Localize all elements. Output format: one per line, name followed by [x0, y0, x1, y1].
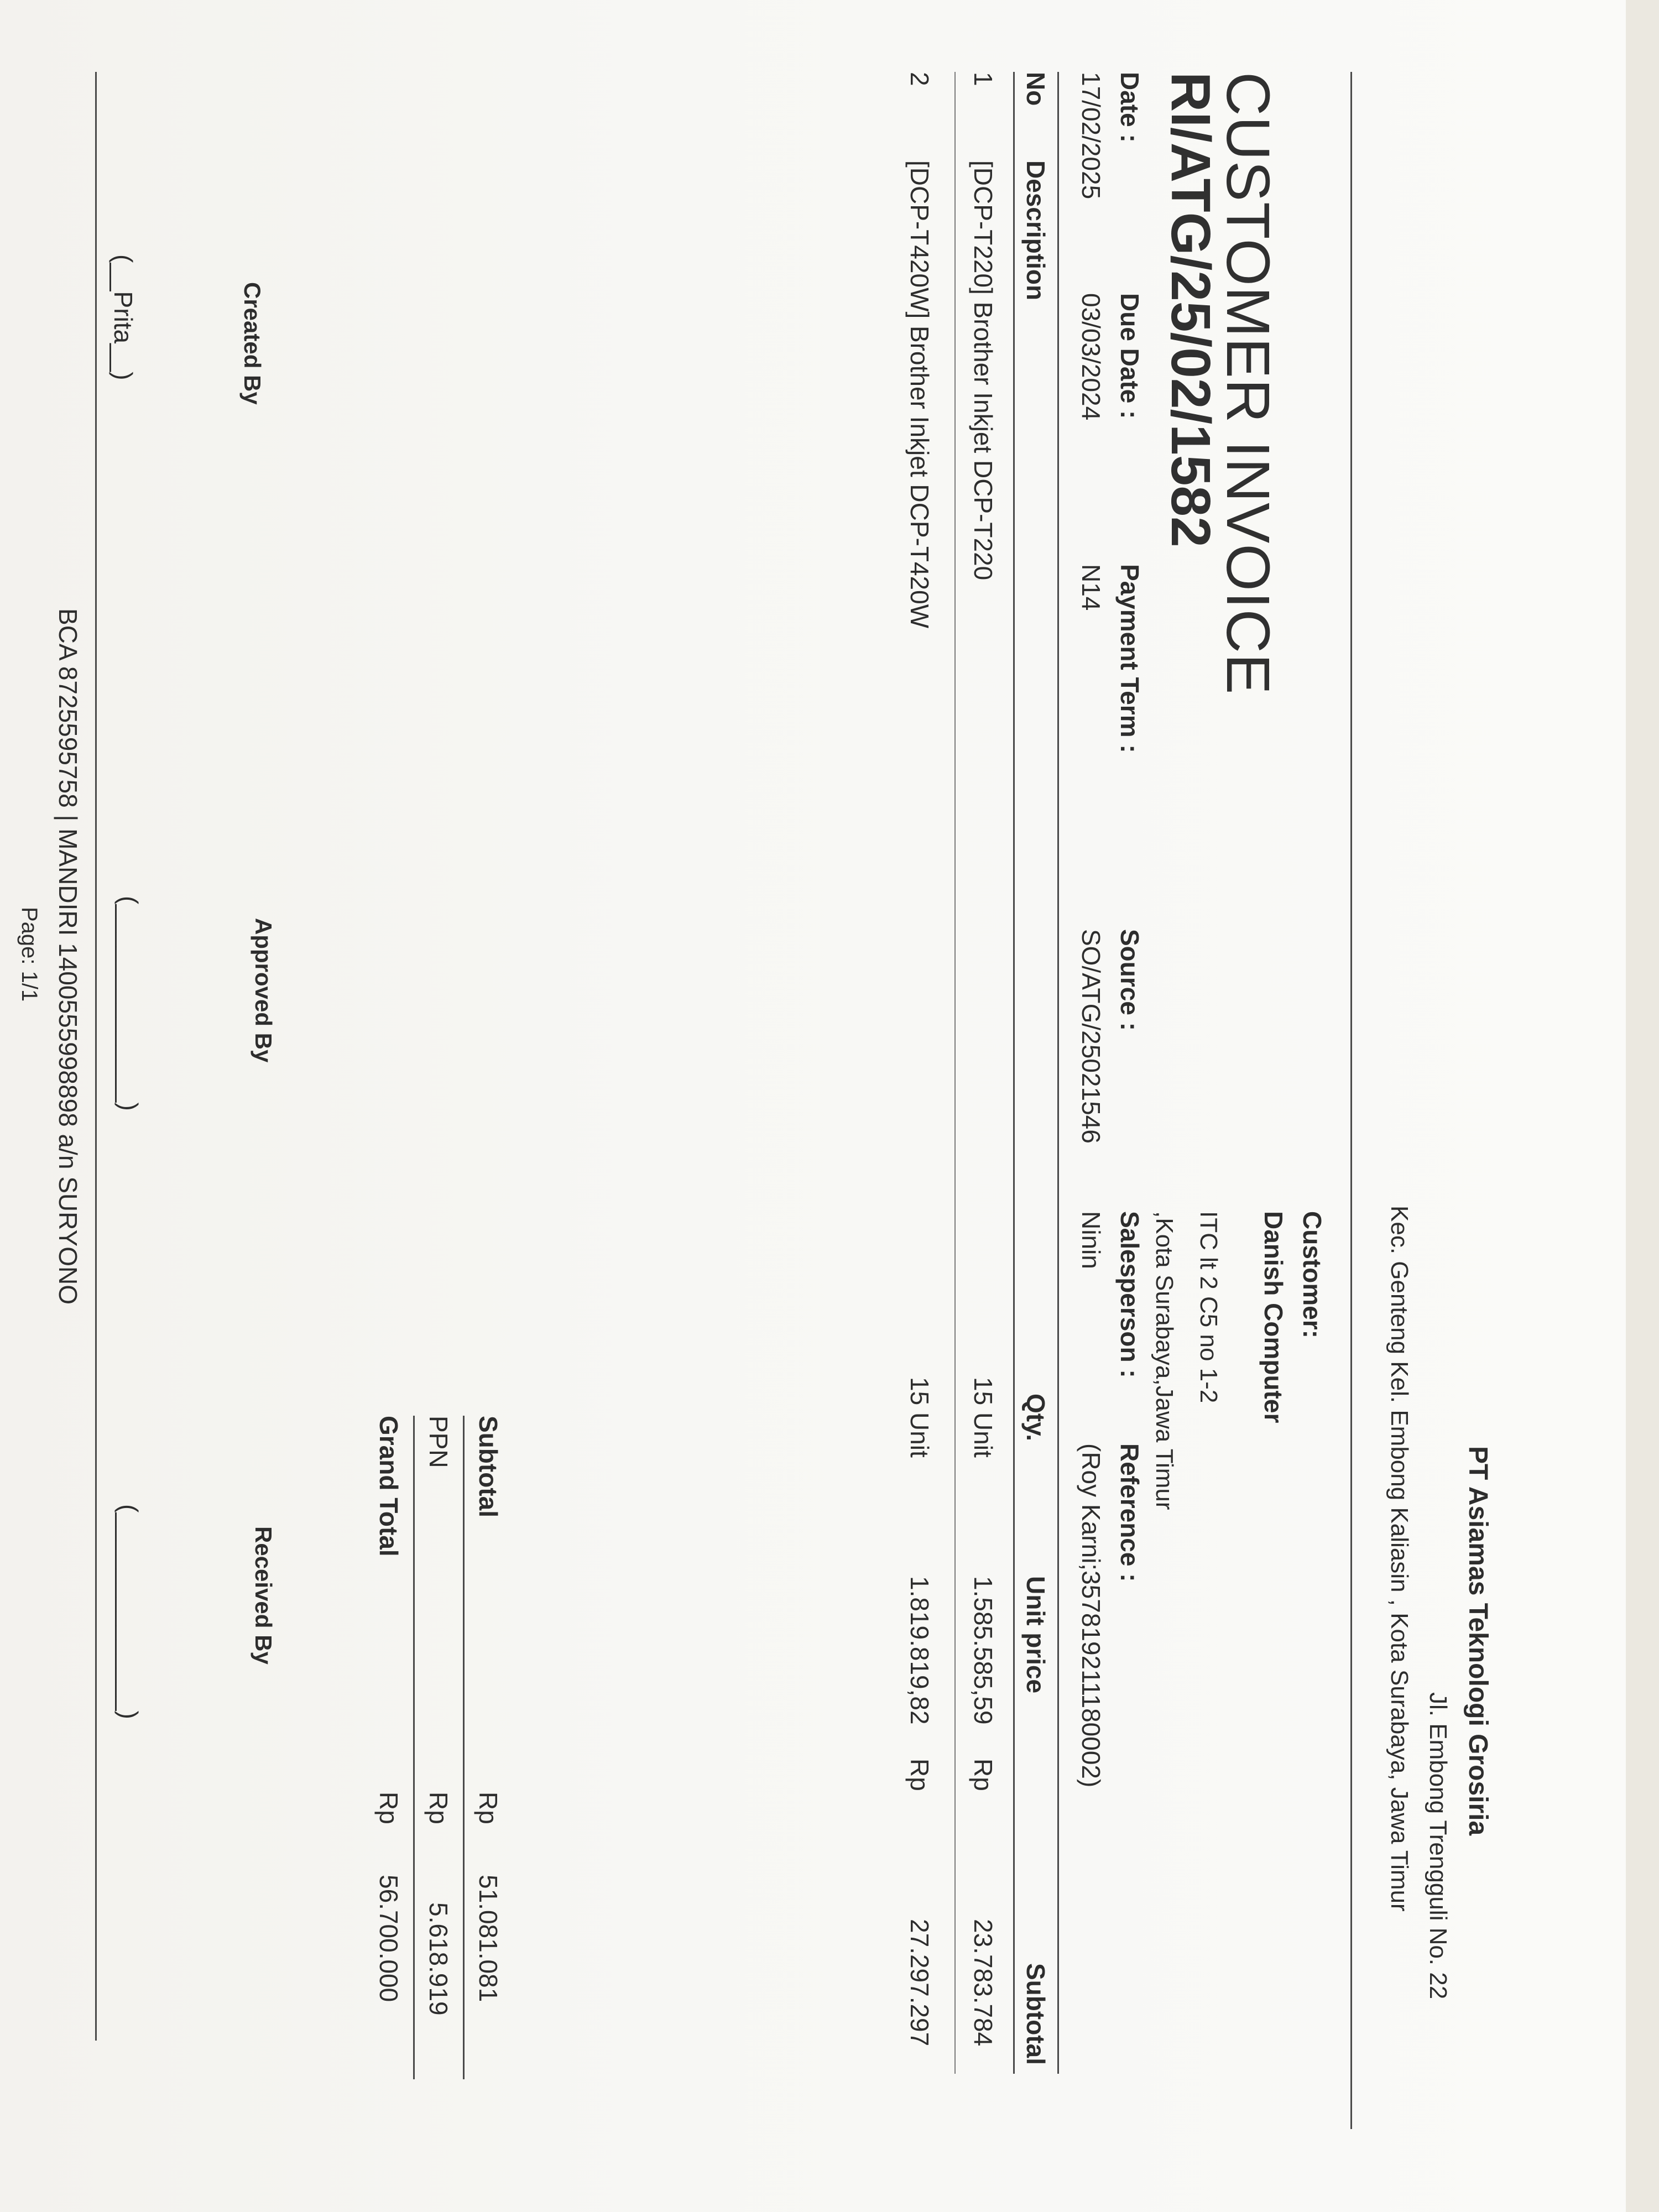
payment-term-value: N14 — [1077, 564, 1105, 611]
customer-name: Danish Computer — [1259, 1211, 1288, 1423]
ppn-rule — [413, 1416, 415, 2079]
invoice-title: CUSTOMER INVOICE — [1214, 72, 1282, 695]
row-divider — [954, 72, 956, 2074]
page-indicator: Page: 1/1 — [17, 907, 41, 1002]
footer-divider — [95, 72, 97, 2041]
row2-currency: Rp — [905, 1759, 934, 1791]
row1-no: 1 — [969, 72, 998, 86]
ppn-label: PPN — [424, 1416, 453, 1468]
row2-subtotal: 27.297.297 — [905, 1919, 934, 2047]
approved-by-label: Approved By — [251, 918, 276, 1063]
column-header-subtotal: Subtotal — [1021, 1963, 1050, 2065]
column-header-unit-price: Unit price — [1021, 1576, 1050, 1694]
row2-qty: 15 Unit — [905, 1377, 934, 1458]
customer-label: Customer: — [1298, 1211, 1327, 1339]
date-value: 17/02/2025 — [1077, 72, 1105, 200]
column-header-no: No — [1021, 72, 1050, 106]
salesperson-label: Salesperson : — [1115, 1211, 1144, 1378]
row2-unit-price: 1.819.819,82 — [905, 1576, 934, 1725]
subtotal-currency: Rp — [474, 1792, 503, 1824]
date-label: Date : — [1115, 72, 1144, 143]
source-label: Source : — [1115, 929, 1144, 1031]
grand-total-currency: Rp — [374, 1792, 403, 1824]
reference-value: (Roy Karni;357819211180002) — [1077, 1443, 1105, 1788]
created-by-name: (__Prita__) — [109, 254, 138, 380]
subtotal-rule — [463, 1416, 465, 2079]
row1-currency: Rp — [969, 1759, 998, 1791]
company-address-line2: Kec. Genteng Kel. Embong Kaliasin , Kota Surabaya, Jawa Timur — [1386, 1206, 1413, 1912]
row2-description: [DCP-T420W] Brother Inkjet DCP-T420W — [905, 160, 934, 629]
payment-term-label: Payment Term : — [1115, 564, 1144, 753]
table-header-rule — [1013, 72, 1015, 2074]
grand-total-value: 56.700.000 — [374, 1875, 403, 2002]
invoice-number: RI/ATG/25/02/1582 — [1160, 72, 1222, 547]
created-by-label: Created By — [239, 282, 265, 405]
approved-by-signature-line: (______________) — [114, 896, 143, 1111]
ppn-value: 5.618.919 — [424, 1902, 453, 2016]
source-value: SO/ATG/25021546 — [1077, 929, 1105, 1144]
bank-info: BCA 8725595758 | MANDIRI 1400555998898 a/n SURYONO — [54, 608, 82, 1305]
header-divider — [1350, 72, 1352, 2129]
received-by-label: Received By — [251, 1526, 276, 1665]
company-name: PT Asiamas Teknologi Grosiria — [1463, 1446, 1493, 1836]
salesperson-value: Ninin — [1077, 1211, 1105, 1269]
row2-no: 2 — [905, 72, 934, 86]
due-date-value: 03/03/2024 — [1077, 293, 1105, 421]
reference-label: Reference : — [1115, 1443, 1144, 1582]
due-date-label: Due Date : — [1115, 293, 1144, 419]
customer-address-line1: ITC lt 2 C5 no 1-2 — [1195, 1211, 1222, 1404]
row1-subtotal: 23.783.784 — [969, 1919, 998, 2047]
grand-total-label: Grand Total — [374, 1416, 403, 1557]
table-top-rule — [1057, 72, 1059, 2074]
row1-unit-price: 1.585.585,59 — [969, 1576, 998, 1725]
row1-description: [DCP-T220] Brother Inkjet DCP-T220 — [969, 160, 998, 581]
row1-qty: 15 Unit — [969, 1377, 998, 1458]
company-address-line1: Jl. Embong Trengguli No. 22 — [1425, 1692, 1452, 2000]
subtotal-label: Subtotal — [474, 1416, 503, 1517]
ppn-currency: Rp — [424, 1792, 453, 1824]
column-header-description: Description — [1021, 160, 1050, 301]
customer-address-line2: ,Kota Surabaya,Jawa Timur — [1151, 1211, 1178, 1510]
received-by-signature-line: (______________) — [114, 1504, 143, 1719]
subtotal-value: 51.081.081 — [474, 1875, 503, 2002]
column-header-qty: Qty. — [1021, 1394, 1050, 1442]
